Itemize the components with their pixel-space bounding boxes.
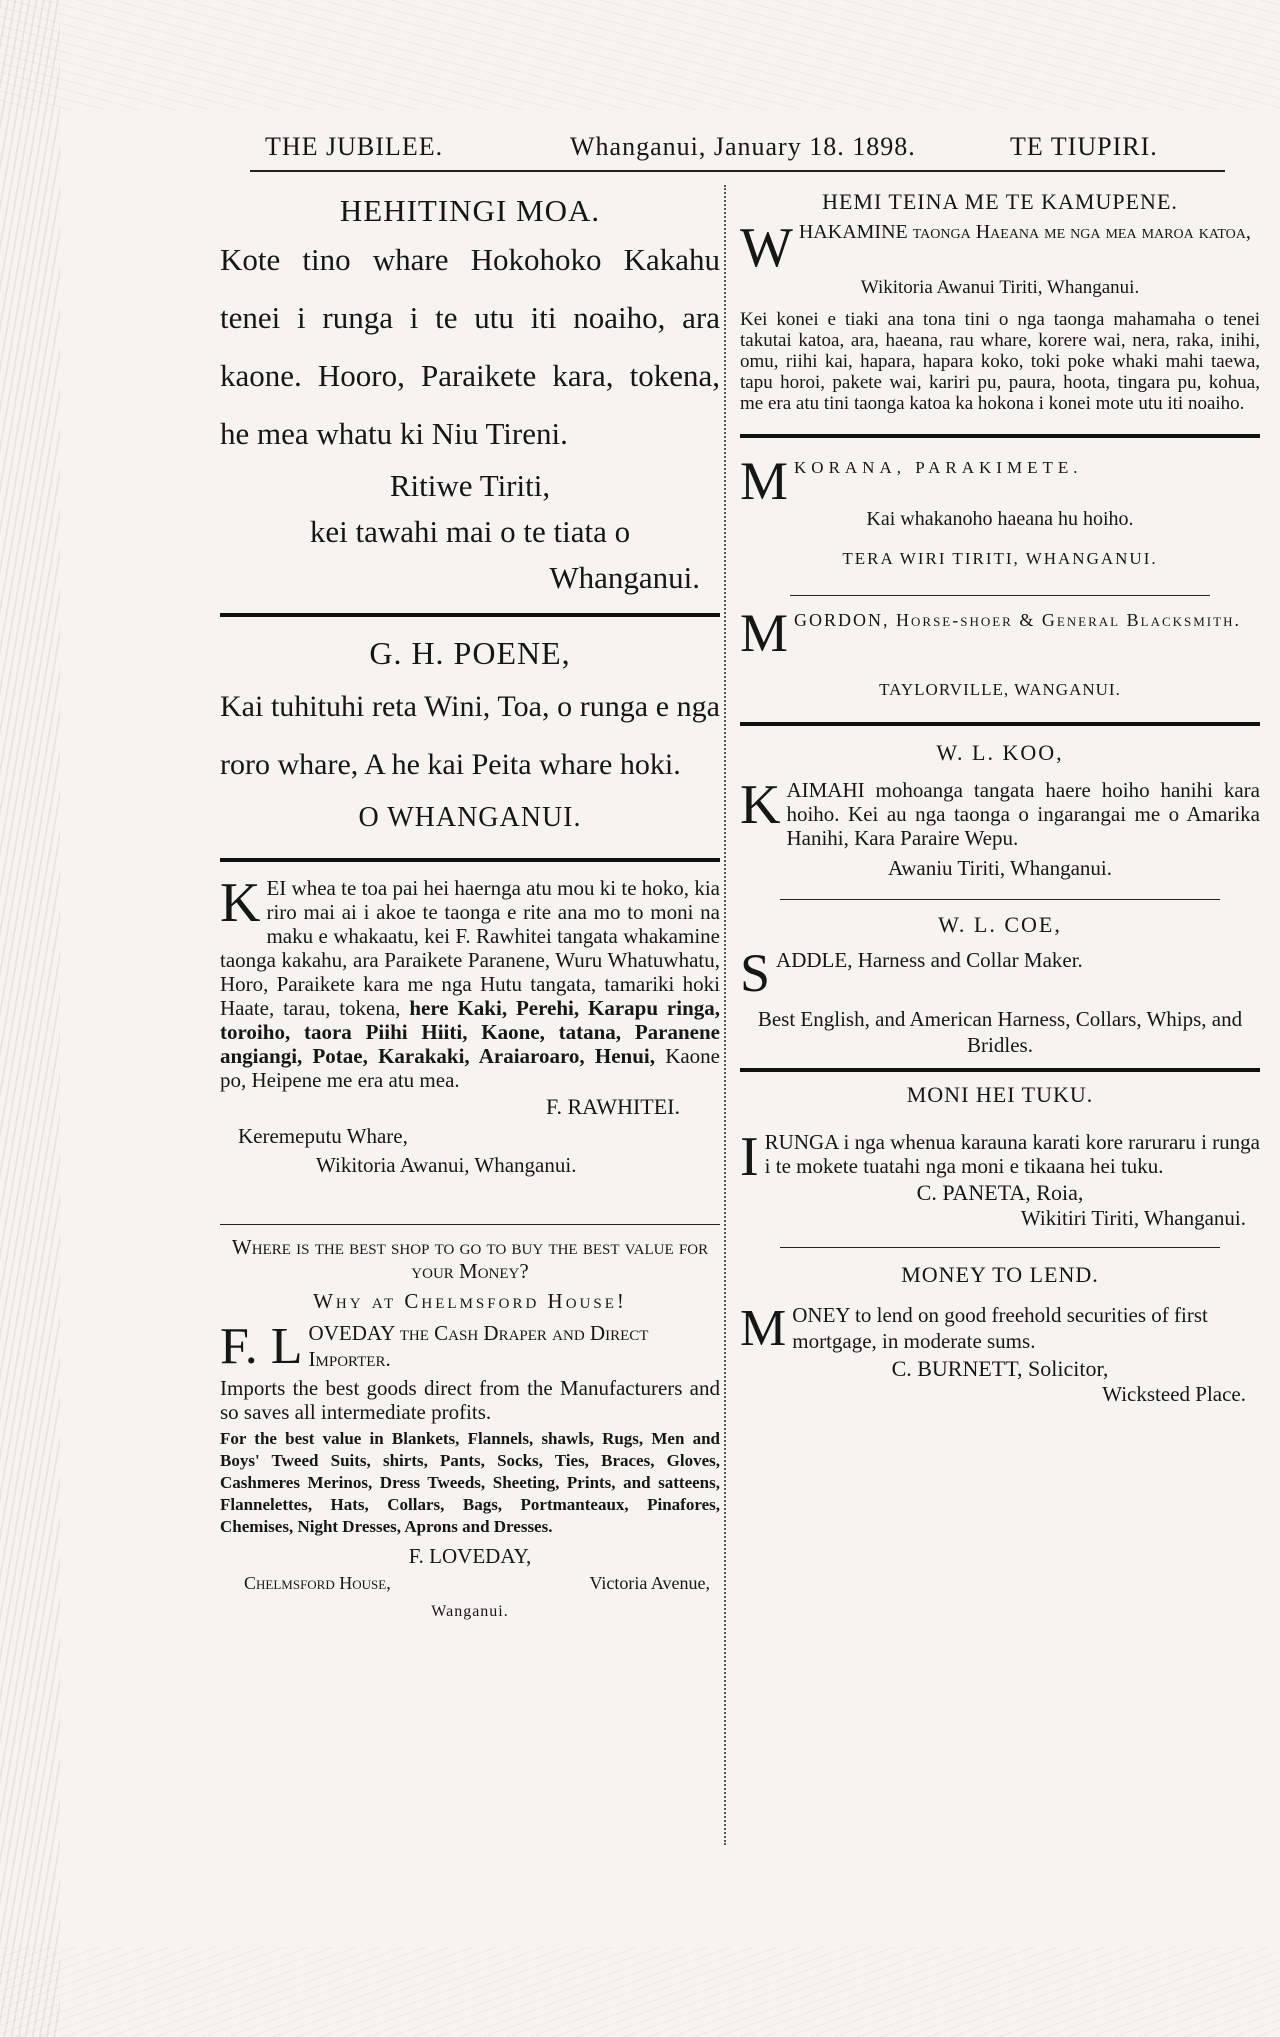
masthead-title-english: THE JUBILEE. (265, 132, 444, 161)
column-divider (724, 185, 727, 1845)
drop-cap: K (220, 872, 261, 934)
ad-address: TERA WIRI TIRITI, WHANGANUI. (842, 549, 1158, 568)
drop-cap: W (740, 217, 793, 279)
ad-address: TAYLORVILLE, WANGANUI. (879, 680, 1121, 699)
ad-address-line: Wikitoria Awanui, Whanganui. (316, 1153, 577, 1177)
ad-koo (740, 740, 1260, 881)
page-edge-texture (0, 0, 60, 2037)
ad-title: MONI HEI TUKU. (906, 1082, 1094, 1107)
masthead-rule (250, 170, 1225, 172)
drop-cap: M (740, 451, 789, 511)
ad-body: AIMAHI mohoanga tangata haere hoiho hanihi kara hoiho. Kei au nga taonga o ingarangai me o Amarika Hanihi, Kara Paraire Wepu. (786, 778, 1260, 850)
masthead (250, 132, 1220, 168)
ad-intro: Imports the best goods direct from the Manufacturers and so saves all intermediate profits. (220, 1376, 720, 1424)
ad-line: Kai whakanoho haeana hu hoiho. (866, 508, 1134, 530)
ad-title: KORANA, PARAKIMETE. (794, 458, 1083, 477)
section-rule (220, 858, 720, 862)
ad-rawhitei (220, 872, 720, 1178)
ad-money-to-lend (740, 1262, 1260, 1407)
masthead-title-maori: TE TIUPIRI. (1010, 132, 1158, 161)
ad-body-end: Kaone po, Heipene me era atu mea. (220, 1044, 720, 1092)
ad-title: HEHITINGI MOA. (339, 193, 601, 228)
drop-cap: S (740, 943, 771, 1003)
ad-address-line: Keremeputu Whare, (238, 1124, 408, 1148)
drop-cap: K (740, 774, 781, 836)
section-rule (790, 595, 1210, 596)
page-top-texture (0, 0, 1280, 110)
ad-body-bold: here Kaki, Perehi, Karapu ringa, toroiho, taora Piihi Hiiti, Kaone, tatana, Paranene angiangi, Potae, Karakaki, Araiaroaro, Henui, (220, 996, 720, 1068)
ad-address-line: kei tawahi mai o te tiata o (309, 514, 631, 549)
ad-chelmsford-house (220, 1235, 720, 1621)
ad-hemi-teina (740, 189, 1260, 414)
ad-body: Kote tino whare Hokohoko Kakahu tenei i runga i te utu iti noaiho, ara kaone. Hooro, Paraikete kara, tokena, he mea whatu ki Niu Tireni. (220, 242, 720, 451)
ad-body: Kei konei e tiaki ana tona tini o nga taonga mahamaha o tenei takutai katoa, ara, haeana, rau whare, korere wai, nera, raka, inihi, omu, riihi kai, hapara, hapara koko, toki poke whaki mahi taewa, tapu horoi, pakete wai, kariri pu, paura, hoota, tingara pu, kohua, me era atu tini taonga katoa ka hokona i konei mote utu iti noaiho. (740, 309, 1260, 414)
ad-why: Why at Chelmsford House! (313, 1289, 627, 1313)
section-rule (220, 1224, 720, 1225)
ad-lead: ADDLE, Harness and Collar Maker. (776, 948, 1083, 972)
ad-title: HEMI TEINA ME TE KAMUPENE. (822, 189, 1178, 214)
ad-gordon (740, 603, 1260, 700)
ad-body: EI whea te toa pai hei haernga atu mou ki te hoko, kia riro mai ai i akoe te taonga e rite ana mo to moni na maku e whakaatu, kei F. Rawhitei tangata whakamine taonga kakahu, ara Paraikete Paranene, Wuru Whatuwhatu, Horo, Paraikete kara me nga Hutu tangata, tamariki hoki Haate, tarau, tokena, (220, 876, 720, 1020)
section-rule (780, 1247, 1220, 1248)
section-rule (740, 722, 1260, 726)
ad-name: C. BURNETT, Solicitor, (891, 1356, 1109, 1381)
drop-cap: M (740, 1300, 787, 1357)
ad-product-list: For the best value in Blankets, Flannels, shawls, Rugs, Men and Boys' Tweed Suits, shirts, Pants, Socks, Ties, Braces, Gloves, Cashmeres Merinos, Dress Tweeds, Sheeting, Prints, and satteens, Flannelettes, Hats, Collars, Bags, Portmanteaux, Pinafores, Chemises, Night Dresses, Aprons and Dresses. (220, 1429, 720, 1536)
ad-place: O WHANGANUI. (358, 802, 582, 833)
ad-korana (740, 451, 1260, 569)
section-rule (740, 1068, 1260, 1072)
ad-hehitingi-moa (220, 193, 720, 601)
ad-headline: Where is the best shop to go to buy the best value for your Money? (231, 1235, 709, 1283)
drop-cap: F. L (220, 1318, 303, 1375)
ad-title: G. H. POENE, (369, 635, 571, 671)
ad-signature: F. LOVEDAY, (408, 1544, 532, 1568)
ad-title: W. L. COE, (938, 912, 1062, 937)
ad-poene (220, 635, 720, 834)
ad-body: ONEY to lend on good freehold securities of first mortgage, in moderate sums. (792, 1303, 1208, 1353)
drop-cap: M (740, 603, 789, 663)
ad-title: GORDON, Horse-shoer & General Blacksmith. (794, 610, 1241, 630)
ad-signature: F. RAWHITEI. (546, 1094, 680, 1119)
section-rule (220, 613, 720, 617)
section-rule (780, 899, 1220, 900)
ad-coe (740, 912, 1260, 1058)
ad-title: W. L. KOO, (936, 740, 1064, 765)
ad-address: Wicksteed Place. (1102, 1382, 1246, 1406)
masthead-dateline: Whanganui, January 18. 1898. (570, 132, 916, 161)
ad-address-line: Whanganui. (549, 560, 700, 595)
ad-body: Best English, and American Harness, Collars, Whips, and Bridles. (757, 1007, 1243, 1057)
left-column (220, 185, 720, 1621)
page-bottom-texture (0, 1947, 1280, 2037)
drop-cap: I (740, 1126, 759, 1188)
section-rule (740, 434, 1260, 438)
ad-body: Kai tuhituhi reta Wini, Toa, o runga e nga roro whare, A he kai Peita whare hoki. (220, 690, 720, 781)
ad-street: Victoria Avenue, (589, 1573, 710, 1593)
ad-address: Wikitiri Tiriti, Whanganui. (1020, 1206, 1246, 1230)
ad-body: RUNGA i nga whenua karauna karati kore raruraru i runga i te mokete tuatahi nga moni e tikaana hei tuku. (764, 1130, 1260, 1178)
ad-merchant-name: OVEDAY the Cash Draper and Direct Importer. (308, 1321, 649, 1371)
ad-address: Wikitoria Awanui Tiriti, Whanganui. (860, 277, 1140, 298)
ad-moni-hei-tuku (740, 1082, 1260, 1231)
ad-address: Awaniu Tiriti, Whanganui. (887, 856, 1113, 880)
ad-town: Wanganui. (431, 1603, 509, 1620)
ad-title: MONEY TO LEND. (901, 1262, 1099, 1287)
ad-name: C. PANETA, Roia, (916, 1180, 1084, 1205)
ad-address-line: Ritiwe Tiriti, (389, 468, 551, 503)
ad-house: Chelmsford House, (244, 1573, 391, 1593)
ad-lead: HAKAMINE taonga Haeana me nga mea maroa katoa, (798, 221, 1251, 243)
right-column (740, 185, 1260, 1407)
